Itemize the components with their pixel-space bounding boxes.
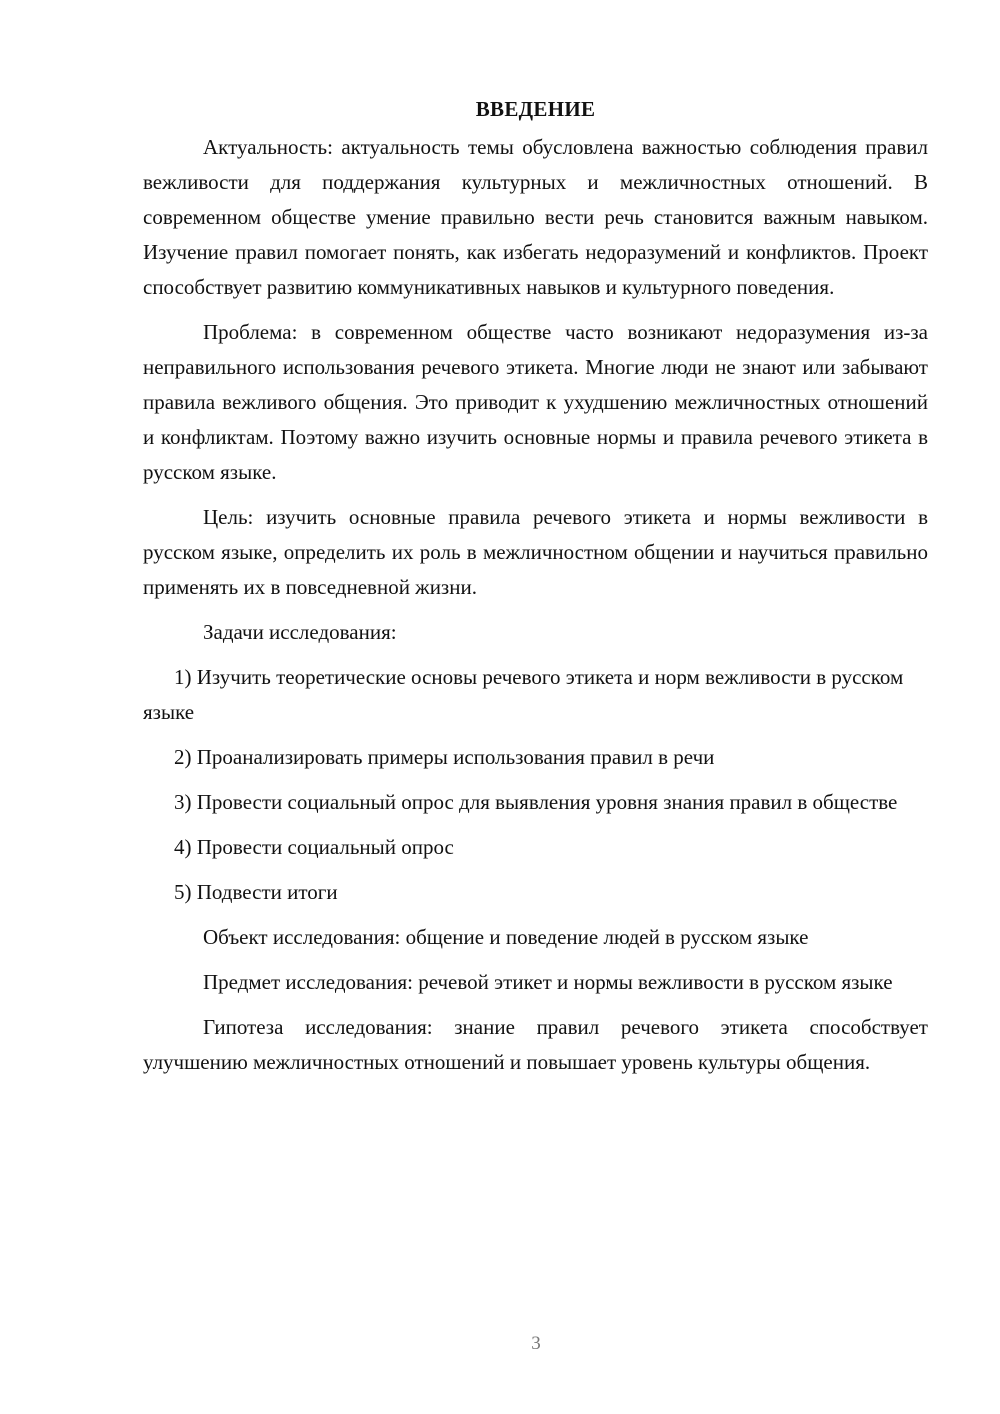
task-item-3: 3) Провести социальный опрос для выявления уровня знания правил в обществе bbox=[174, 790, 898, 814]
subject-paragraph: Предмет исследования: речевой этикет и нормы вежливости в русском языке bbox=[203, 970, 893, 994]
hypothesis-paragraph: Гипотеза исследования: знание правил речевого этикета способствует улучшению межличностных отношений и повышает уровень культуры общения. bbox=[143, 1015, 928, 1074]
section-heading: ВВЕДЕНИЕ bbox=[475, 97, 596, 121]
task-item-4: 4) Провести социальный опрос bbox=[174, 835, 454, 859]
page-number: 3 bbox=[531, 1333, 541, 1354]
tasks-title: Задачи исследования: bbox=[203, 620, 397, 644]
problem-paragraph: Проблема: в современном обществе часто возникают недоразумения из-за неправильного использования речевого этикета. Многие люди не знают или забывают правила вежливого общения. Это приводит к ухудшению межличностных отношений и конфликтам. Поэтому важно изучить основные нормы и правила речевого этикета в русском языке. bbox=[143, 320, 928, 484]
goal-paragraph: Цель: изучить основные правила речевого этикета и нормы вежливости в русском языке, определить их роль в межличностном общении и научиться правильно применять их в повседневной жизни. bbox=[143, 505, 928, 599]
task-item-2: 2) Проанализировать примеры использования правил в речи bbox=[174, 745, 715, 769]
task-item-1: 1) Изучить теоретические основы речевого этикета и норм вежливости в русском языке bbox=[143, 665, 904, 724]
document-page bbox=[143, 92, 928, 1090]
object-paragraph: Объект исследования: общение и поведение людей в русском языке bbox=[203, 925, 809, 949]
relevance-paragraph: Актуальность: актуальность темы обусловлена важностью соблюдения правил вежливости для поддержания культурных и межличностных отношений. В современном обществе умение правильно вести речь становится важным навыком. Изучение правил помогает понять, как избегать недоразумений и конфликтов. Проект способствует развитию коммуникативных навыков и культурного поведения. bbox=[143, 135, 928, 299]
task-item-5: 5) Подвести итоги bbox=[174, 880, 338, 904]
